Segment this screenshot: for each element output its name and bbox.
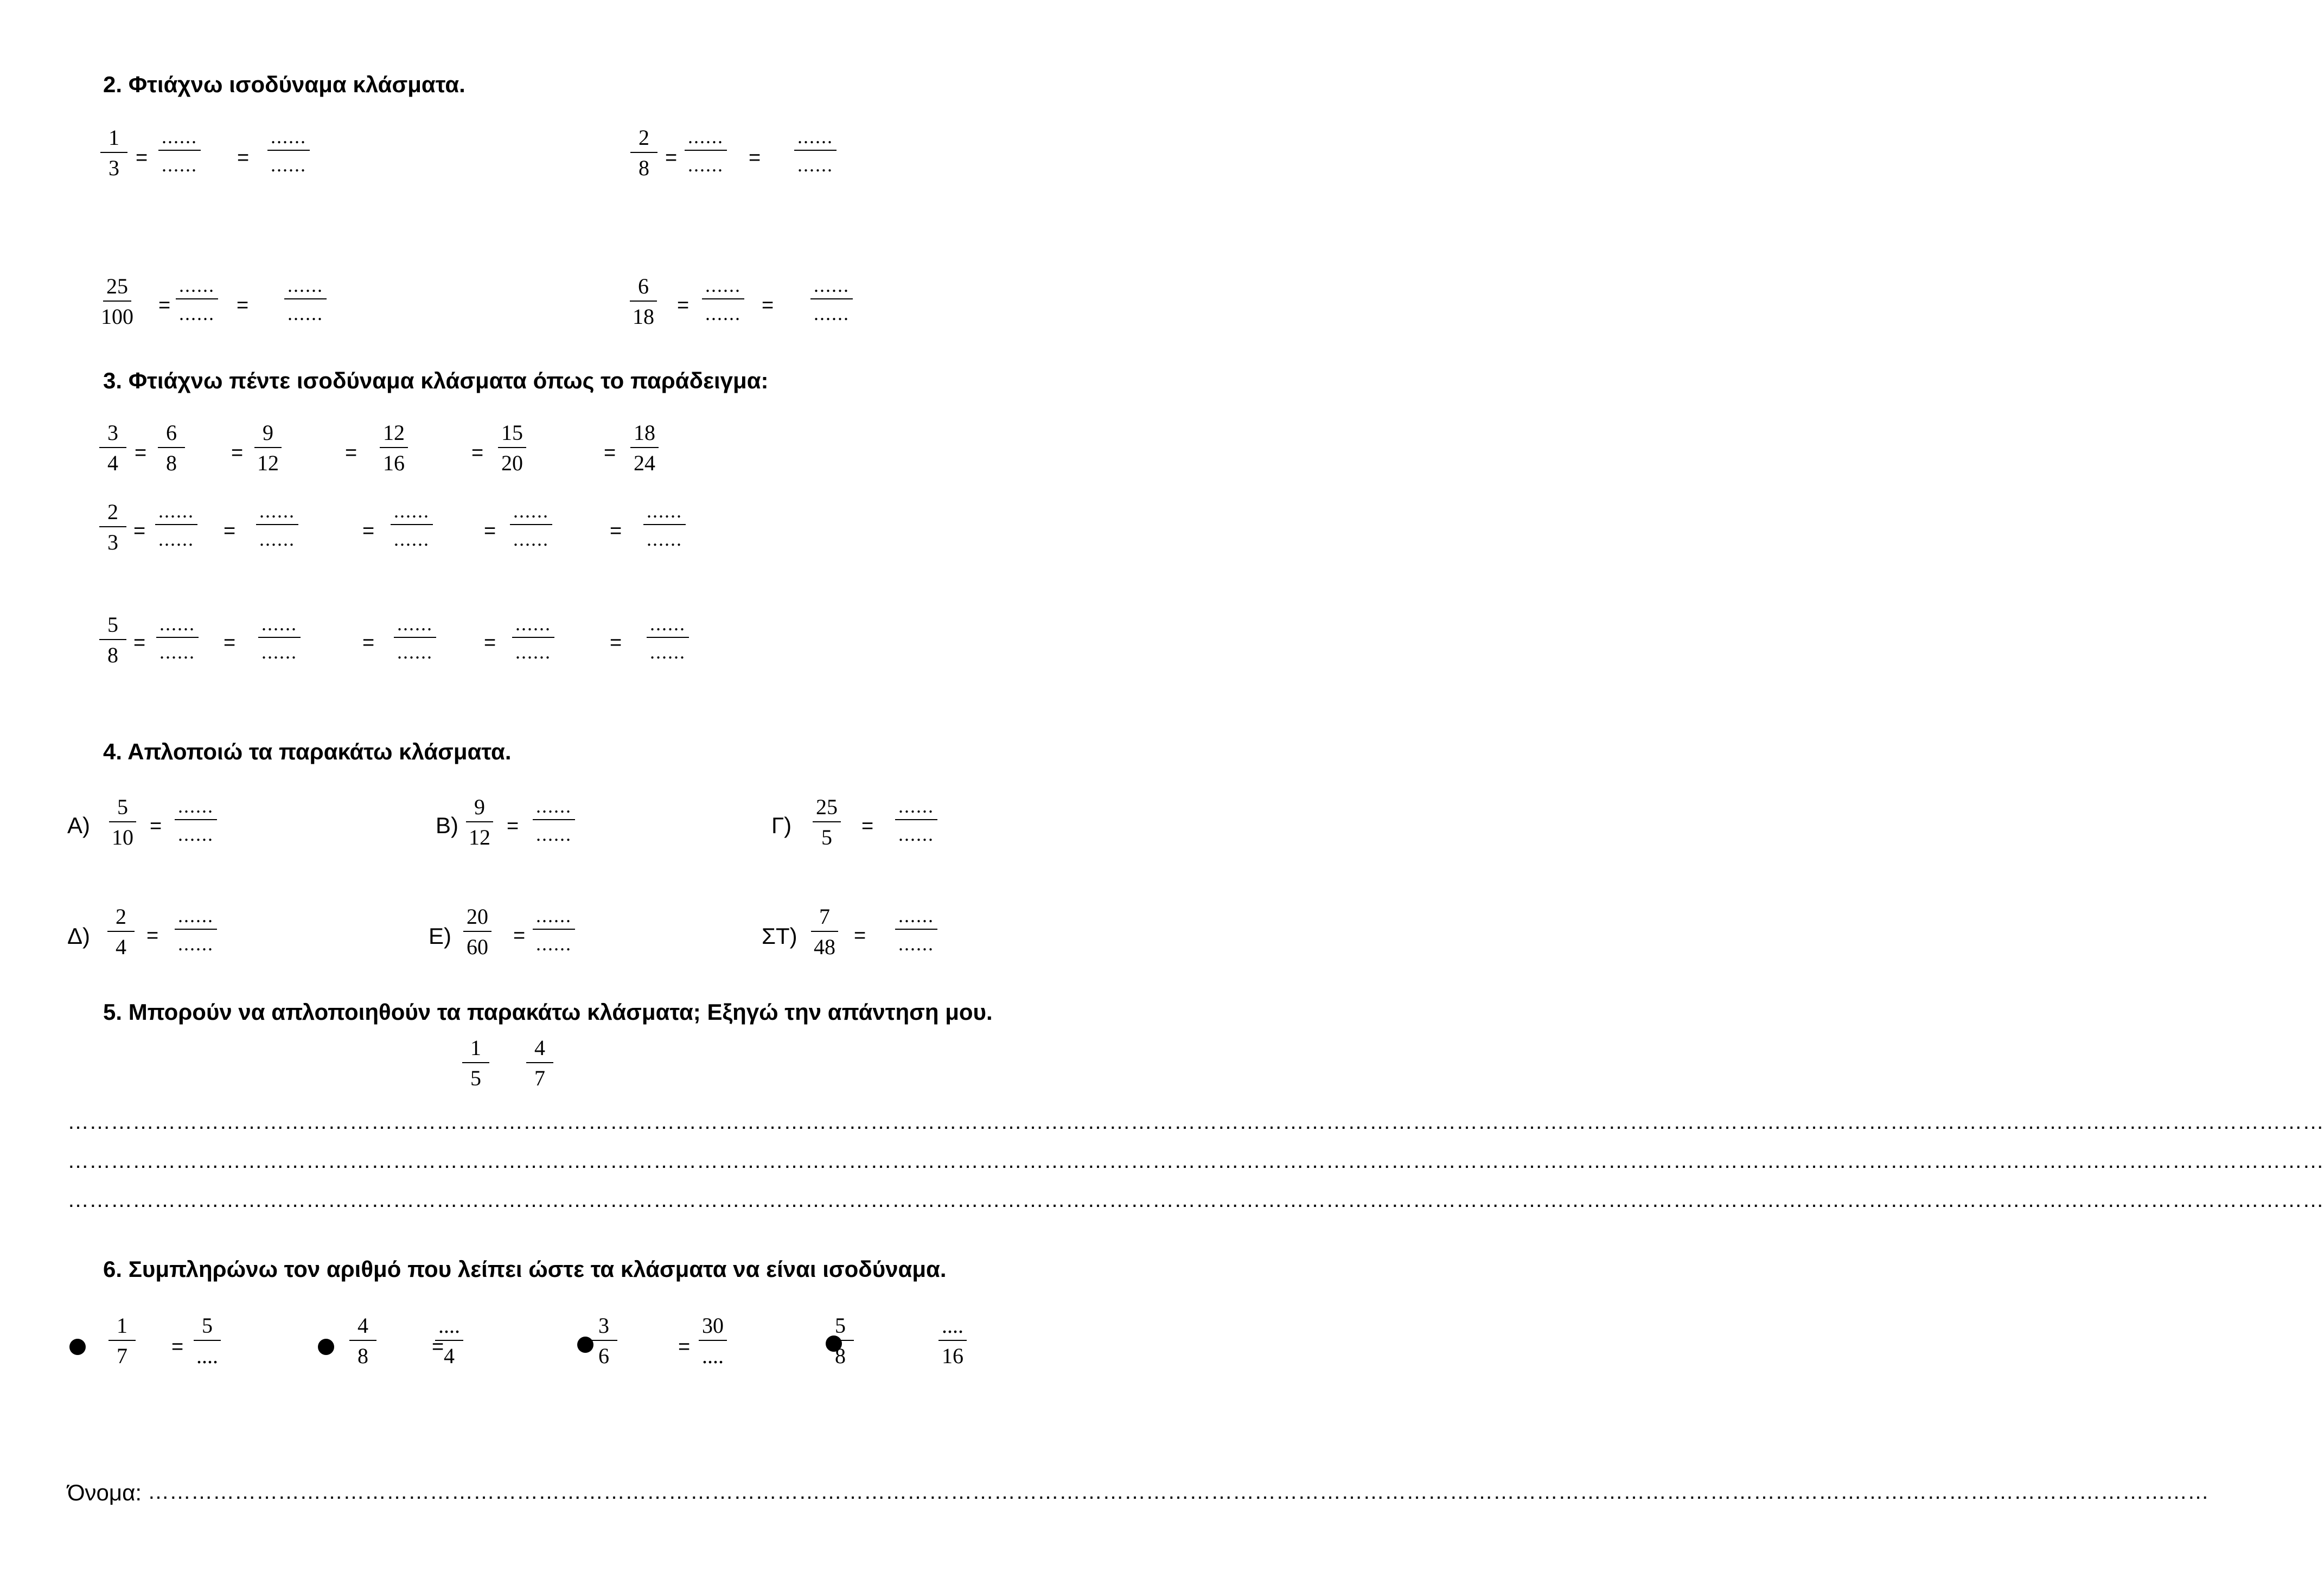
fraction: $\frac{3}{6}$: [590, 1315, 617, 1367]
name-label: Όνομα:: [67, 1480, 142, 1505]
answer-fraction[interactable]: ...... ......: [533, 796, 575, 844]
equals-sign: =: [362, 520, 375, 542]
equals-sign: =: [484, 520, 496, 542]
equals-sign: =: [237, 294, 249, 317]
equals-sign: =: [224, 520, 236, 542]
fraction: $\frac{20}{60}$: [463, 906, 491, 958]
equals-sign: =: [171, 1335, 184, 1358]
fraction: $\frac{1}{5}$: [462, 1037, 489, 1089]
fraction: $\frac{5}{8}$: [99, 614, 126, 666]
answer-fraction[interactable]: ...... ......: [895, 906, 937, 954]
fraction: $\frac{9}{12}$: [465, 796, 494, 848]
equals-sign: =: [345, 442, 357, 464]
equals-sign: =: [507, 815, 519, 838]
equals-sign: =: [362, 631, 375, 654]
equals-sign: =: [432, 1335, 444, 1358]
equals-sign: =: [484, 631, 496, 654]
answer-fraction[interactable]: ...... ......: [155, 501, 197, 549]
equals-sign: =: [158, 294, 171, 317]
fraction: $\frac{4}{7}$: [526, 1037, 553, 1089]
exercise-2-title: 2. Φτιάχνω ισοδύναμα κλάσματα.: [103, 72, 465, 97]
item-label: Α): [67, 813, 90, 838]
item-label: Β): [436, 813, 458, 838]
fraction: $\frac{2}{8}$: [630, 127, 657, 179]
equals-sign: =: [749, 146, 761, 169]
equals-sign: =: [471, 442, 484, 464]
answer-fraction[interactable]: ...... ......: [895, 796, 937, 844]
equals-sign: =: [513, 924, 526, 947]
answer-fraction[interactable]: ...... ......: [533, 906, 575, 954]
answer-fraction[interactable]: ...... ......: [643, 501, 686, 549]
answer-line[interactable]: ……………………………………………………………………………………………………………………………………………………………………………………………………………………………………………………………………………………: [67, 1188, 2324, 1212]
answer-fraction[interactable]: ...... ......: [685, 127, 727, 175]
equals-sign: =: [136, 146, 148, 169]
equals-sign: =: [133, 520, 146, 542]
equals-sign: =: [237, 146, 250, 169]
answer-fraction[interactable]: ...... ......: [810, 276, 853, 323]
answer-fraction[interactable]: ...... ......: [510, 501, 552, 549]
equals-sign: =: [146, 924, 159, 947]
equals-sign: =: [677, 294, 689, 317]
name-field[interactable]: ……………………………………………………………………………………………………………………………………………………………………………………………………………………………………………………………: [148, 1480, 2209, 1504]
answer-fraction[interactable]: ...... ......: [391, 501, 433, 549]
answer-fraction[interactable]: ...... ......: [512, 614, 554, 662]
fraction: $\frac{6}{18}$: [629, 276, 657, 328]
answer-fraction[interactable]: ...... ......: [175, 906, 217, 954]
answer-line[interactable]: ……………………………………………………………………………………………………………………………………………………………………………………………………………………………………………………………………………………: [67, 1149, 2324, 1173]
equals-sign: =: [135, 442, 147, 464]
item-label: Δ): [67, 923, 91, 949]
exercise-3-title: 3. Φτιάχνω πέντε ισοδύναμα κλάσματα όπως το παράδειγμα:: [103, 368, 769, 393]
equals-sign: =: [610, 520, 622, 542]
answer-fraction[interactable]: .... 4: [435, 1315, 463, 1367]
equals-sign: =: [861, 815, 874, 838]
fraction: $\frac{3}{4}$: [99, 422, 126, 474]
equals-sign: =: [854, 924, 866, 947]
answer-fraction[interactable]: ...... ......: [175, 796, 217, 844]
answer-fraction[interactable]: ...... ......: [647, 614, 689, 662]
fraction: $\frac{18}{24}$: [630, 422, 659, 474]
bullet: [318, 1339, 334, 1355]
answer-fraction[interactable]: ...... ......: [156, 614, 199, 662]
answer-fraction[interactable]: ...... ......: [284, 276, 327, 323]
fraction: $\frac{1}{7}$: [108, 1315, 136, 1367]
answer-fraction[interactable]: ...... ......: [794, 127, 837, 175]
fraction: $\frac{15}{20}$: [498, 422, 526, 474]
fraction: $\frac{9}{12}$: [254, 422, 282, 474]
bullet: [69, 1339, 86, 1355]
equals-sign: =: [665, 146, 678, 169]
fraction: $\frac{2}{3}$: [99, 501, 126, 553]
fraction: $\frac{7}{48}$: [810, 906, 839, 958]
item-label: Γ): [771, 813, 792, 838]
answer-fraction[interactable]: ...... ......: [267, 127, 310, 175]
fraction: $\frac{2}{4}$: [107, 906, 135, 958]
exercise-6-title: 6. Συμπληρώνω τον αριθμό που λείπει ώστε τα κλάσματα να είναι ισοδύναμα.: [103, 1256, 947, 1282]
answer-fraction[interactable]: ...... ......: [176, 276, 218, 323]
exercise-5-title: 5. Μπορούν να απλοποιηθούν τα παρακάτω κλάσματα; Εξηγώ την απάντηση μου.: [103, 999, 993, 1025]
answer-fraction[interactable]: ...... ......: [158, 127, 201, 175]
fraction: $\frac{4}{8}$: [349, 1315, 376, 1367]
fraction: $\frac{5}{8}$: [827, 1315, 854, 1367]
fraction: $\frac{12}{16}$: [380, 422, 408, 474]
fraction: $\frac{25}{5}$: [813, 796, 841, 848]
fraction: $\frac{5}{10}$: [108, 796, 137, 848]
equals-sign: =: [133, 631, 146, 654]
fraction: $\frac{25}{100}$: [101, 274, 133, 329]
exercise-4-title: 4. Απλοποιώ τα παρακάτω κλάσματα.: [103, 739, 512, 764]
answer-fraction[interactable]: ...... ......: [394, 614, 436, 662]
answer-fraction[interactable]: 30 ....: [699, 1315, 727, 1367]
answer-fraction[interactable]: .... 16: [938, 1315, 967, 1367]
item-label: ΣΤ): [762, 923, 797, 949]
answer-fraction[interactable]: ...... ......: [702, 276, 744, 323]
answer-line[interactable]: ……………………………………………………………………………………………………………………………………………………………………………………………………………………………………………………………………………………: [67, 1110, 2324, 1134]
answer-fraction[interactable]: 5 ....: [193, 1315, 221, 1367]
equals-sign: =: [224, 631, 236, 654]
fraction: $\frac{1}{3}$: [100, 127, 127, 179]
equals-sign: =: [678, 1335, 691, 1358]
equals-sign: =: [231, 442, 244, 464]
fraction: $\frac{6}{8}$: [158, 422, 185, 474]
equals-sign: =: [610, 631, 622, 654]
equals-sign: =: [150, 815, 162, 838]
answer-fraction[interactable]: ...... ......: [258, 614, 301, 662]
equals-sign: =: [762, 294, 774, 317]
answer-fraction[interactable]: ...... ......: [256, 501, 298, 549]
equals-sign: =: [604, 442, 616, 464]
item-label: Ε): [429, 923, 451, 949]
